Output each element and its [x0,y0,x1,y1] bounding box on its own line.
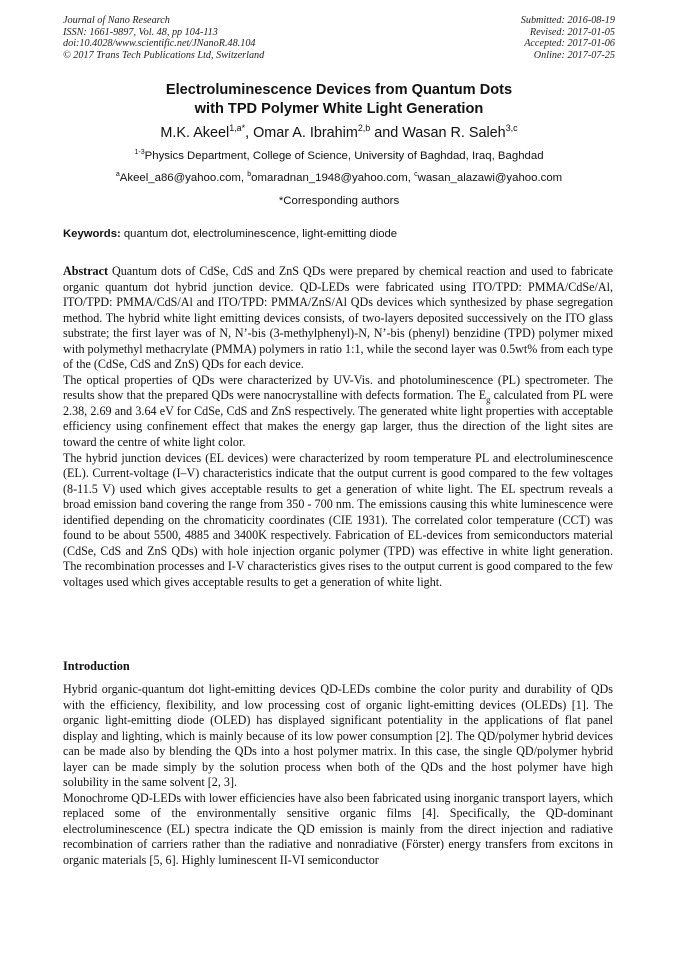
abstract-label: Abstract [63,264,109,278]
author-1-sup: 1,a* [229,123,246,134]
affiliation [40,149,638,163]
title-line-1: Electroluminescence Devices from Quantum Dots [165,82,513,98]
email-b: omaradnan_1948@yahoo.com, [251,172,415,184]
introduction-section [63,682,613,869]
abstract-section [63,264,613,590]
author-2-sup: 2,b [357,123,371,134]
keywords-text: quantum dot, electroluminescence, light-emitting diode [120,228,398,240]
date-submitted: Submitted: 2016-08-19 [520,15,615,26]
keywords [63,227,623,241]
abstract-p2-sub: g [486,394,491,405]
corresponding-note: *Corresponding authors [278,195,400,207]
abstract-p2-text-a: The optical properties of QDs were characterized by UV-Vis. and photoluminescence (PL) spectrometer. The results show that the prepared QDs were nanocrystalline with defects formation. The E [63,372,613,403]
author-emails [40,171,638,185]
date-online: Online: 2017-07-25 [533,49,615,61]
introduction-paragraph-2: Monochrome QD-LEDs with lower efficiencies have also been fabricated using inorganic transport layers, which replaced some of the environmentally sensitive organic films [4]. Specifically, the QD-dominant electroluminescence (EL) spectra indicate the QD emission is mainly from the direct injection and radiative recombination of carriers rather than the radiative and nonradiative (Förster) energy transfers from excitons in organic materials [5, 6]. Highly luminescent II-VI semiconductor [63,790,613,868]
introduction-heading: Introduction [63,659,130,673]
author-list [40,123,638,143]
abstract-p1-text: Quantum dots of CdSe, CdS and ZnS QDs were prepared by chemical reaction and used to fabricate organic quantum dot hybrid junction device. QD-LEDs were fabricated using ITO/TPD: PMMA/CdSe/Al, ITO/TPD: PMMA/CdS/Al and ITO/TPD: PMMA/ZnS/Al QDs devices which synthesized by phase segregation method. The hybrid white light emitting devices consists, of two-layers deposited successively on the ITO glass substrate; the first layer was of N, N’-bis (3-methylphenyl)-N, N’-bis (phenyl) benzidine (TPD) polymer mixed with polymethyl methacrylate (PMMA) polymers in ratio 1:1, while the second layer was 0.5wt% from each type of the (CdSe, CdS and ZnS) QDs for each device. [63,264,613,372]
journal-name: Journal of Nano Research [63,15,170,26]
keywords-label: Keywords: [63,228,121,240]
email-c-sup: c [414,171,418,179]
author-3: and Wasan R. Saleh [370,125,506,141]
affiliation-sup: 1-3 [134,149,145,157]
abstract-paragraph-3: The hybrid junction devices (EL devices) were characterized by room temperature PL and electroluminescence (EL). Current-voltage (I–V) characteristics indicate that the output current is good compared to the few voltages (8-11.5 V) used which gives acceptable results to get a generation of white light. The EL spectrum reveals a broad emission band covering the range from 350 - 700 nm. The emissions causing this white luminescence were identified depending on the chromaticity coordinates (CIE 1931). The correlated color temperature (CCT) was found to be about 5500, 4885 and 3400K respectively. Fabrication of EL-devices from semiconductors material (CdSe, CdS and ZnS QDs) with hole injection organic polymer (TPD) was effective in white light generation. The recombination processes and I-V characteristics gives rises to the output current is good compared to the few voltages used which gives acceptable results to get a generation of white light. [63,450,613,589]
email-c: wasan_alazawi@yahoo.com [417,172,563,184]
email-a-sup: a [115,171,120,179]
author-1: M.K. Akeel [160,125,230,141]
paper-title [40,81,638,119]
journal-issn: ISSN: 1661-9897, Vol. 48, pp 104-113 [63,26,218,38]
journal-copyright: © 2017 Trans Tech Publications Ltd, Switzerland [63,49,265,61]
journal-info [63,15,264,61]
abstract-paragraph-2 [63,373,613,451]
abstract-paragraph-1 [63,264,613,373]
email-a: Akeel_a86@yahoo.com, [119,172,248,184]
email-b-sup: b [247,171,252,179]
publication-dates [521,15,615,61]
abstract-p2-text-b: calculated from PL were 2.38, 2.69 and 3.64 eV for CdSe, CdS and ZnS respectively. The generated white light properties with acceptable efficiency using confinement effect that makes the energy gap larger, thus the direction of the light sites are toward the centre of white light color. [63,388,614,450]
introduction-paragraph-1: Hybrid organic-quantum dot light-emitting devices QD-LEDs combine the color purity and durability of QDs with the efficiency, flexibility, and low processing cost of organic light-emitting devices (OLEDs) [1]. The organic light-emitting diode (OLED) has displayed significant potentiality in the applications of flat panel display and lighting, which is mainly because of its low power consumption [2]. The QD/polymer hybrid devices can be made also by blending the QDs into a host polymer matrix. In this case, the single QD/polymer hybrid layer can be made simply by the solution process when both of the QDs and the host polymer have high solubility in the same solvent [2, 3]. [63,682,613,790]
date-accepted: Accepted: 2017-01-06 [524,38,615,50]
author-3-sup: 3,c [505,123,518,134]
affiliation-text: Physics Department, College of Science, University of Baghdad, Iraq, Baghdad [144,150,544,162]
journal-doi: doi:10.4028/www.scientific.net/JNanoR.48.104 [63,38,256,50]
date-revised: Revised: 2017-01-05 [529,26,615,38]
title-line-2: with TPD Polymer White Light Generation [194,101,484,117]
author-2: , Omar A. Ibrahim [245,125,358,141]
